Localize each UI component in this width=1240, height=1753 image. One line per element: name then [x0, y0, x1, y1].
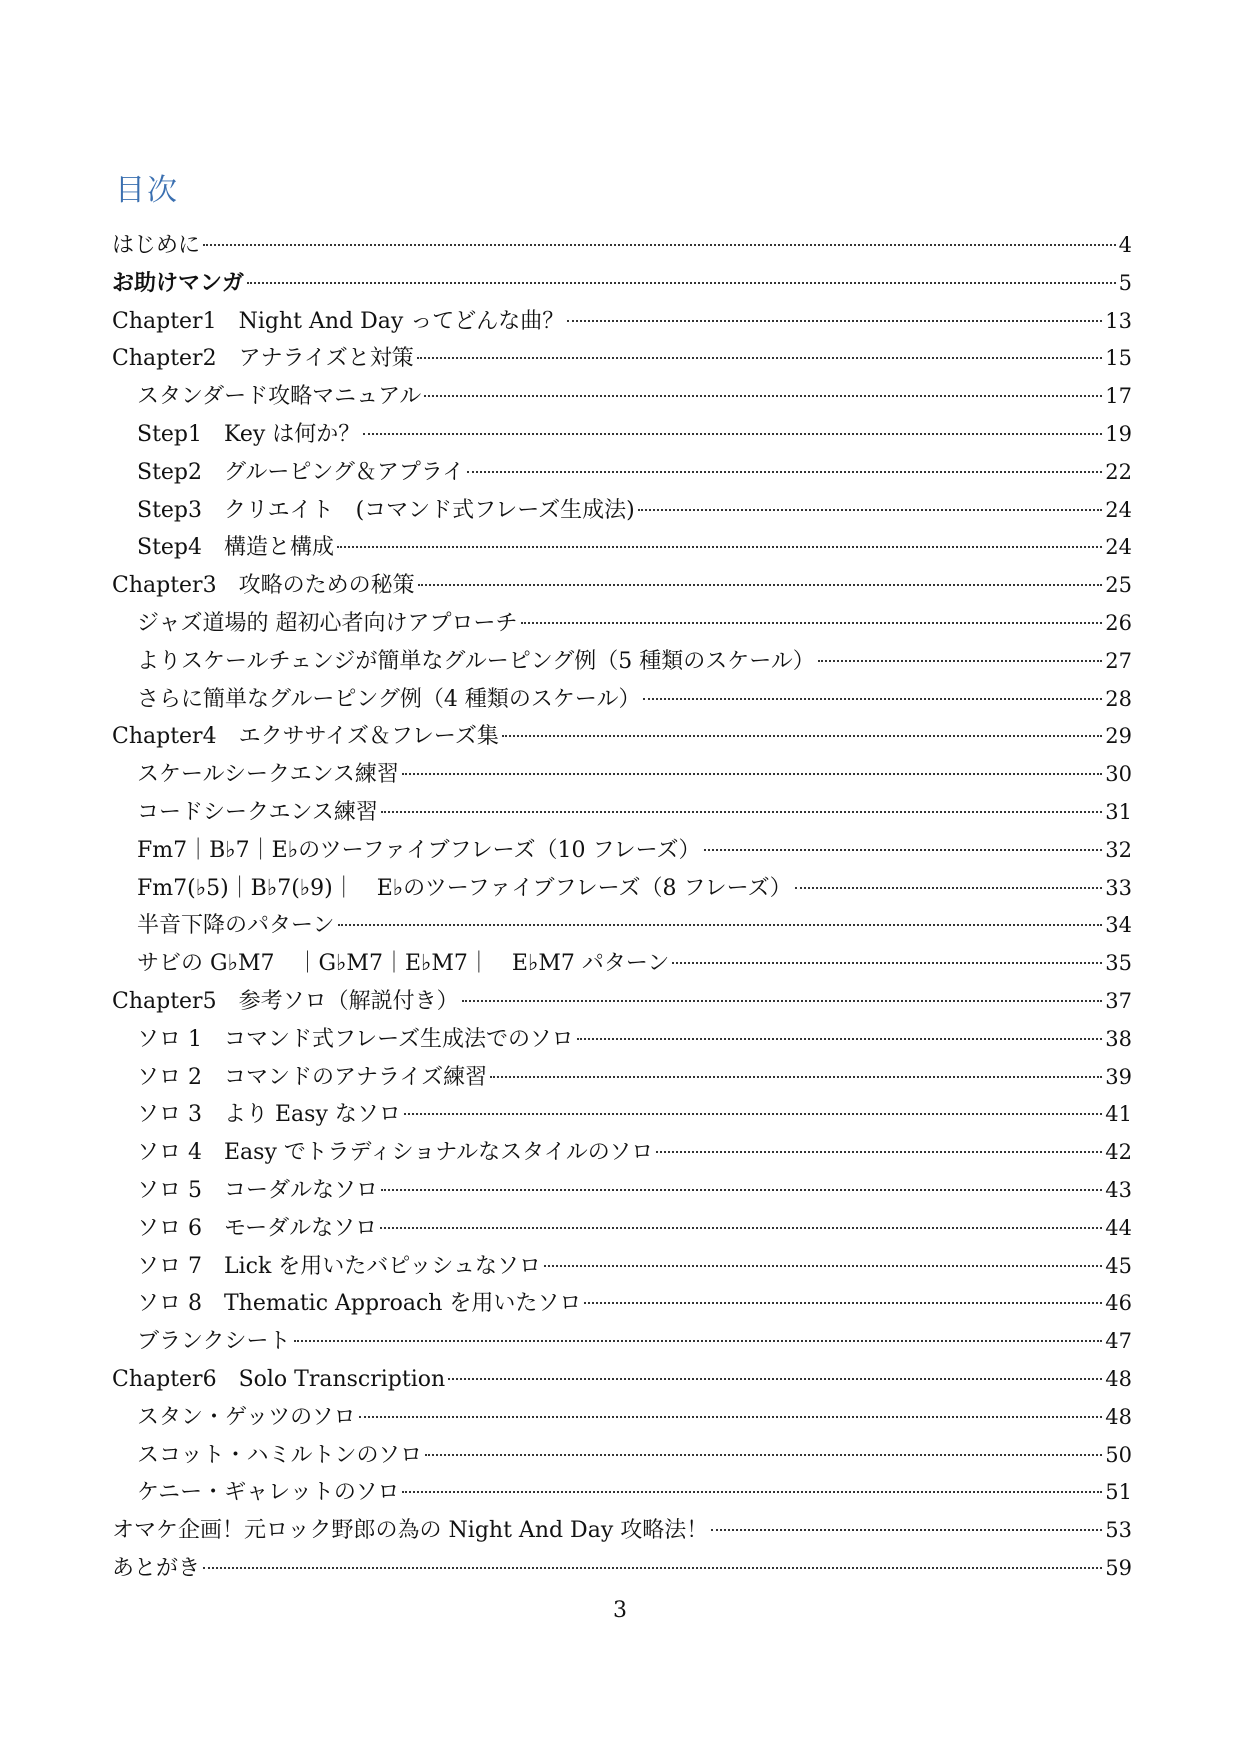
toc-entry[interactable]	[112, 416, 1132, 454]
toc-entry-page: 38	[1105, 1026, 1132, 1051]
toc-entry-title: よりスケールチェンジが簡単なグルーピング例（5 種類のスケール）	[137, 648, 815, 674]
toc-dot-leader	[418, 584, 1103, 586]
toc-dot-leader	[490, 1076, 1102, 1078]
toc-entry-title: ソロ 7 Lick を用いたバピッシュなソロ	[137, 1253, 541, 1279]
toc-dot-leader	[247, 282, 1116, 284]
toc-entry[interactable]	[112, 605, 1132, 643]
toc-entry-page: 25	[1105, 573, 1132, 598]
toc-entry-page: 13	[1105, 308, 1132, 333]
toc-entry-title: スコット・ハミルトンのソロ	[137, 1442, 423, 1468]
toc-entry-page: 41	[1105, 1102, 1132, 1127]
toc-entry[interactable]	[112, 1512, 1132, 1550]
toc-heading: 目次	[115, 173, 179, 208]
toc-entry-title: ソロ 5 コーダルなソロ	[137, 1177, 378, 1203]
toc-entry-page: 47	[1105, 1329, 1132, 1354]
toc-entry[interactable]	[112, 1248, 1132, 1286]
toc-entry-page: 4	[1118, 233, 1132, 257]
toc-entry-title: コードシークエンス練習	[137, 799, 378, 825]
toc-dot-leader	[402, 773, 1102, 775]
toc-dot-leader	[402, 1491, 1102, 1493]
toc-entry[interactable]	[112, 227, 1132, 265]
page-number: 3	[613, 1598, 627, 1623]
toc-entry[interactable]	[112, 340, 1132, 378]
toc-entry-page: 15	[1105, 346, 1132, 371]
toc-entry[interactable]	[112, 378, 1132, 416]
toc-entry[interactable]	[112, 756, 1132, 794]
toc-entry[interactable]	[112, 1285, 1132, 1323]
toc-dot-leader	[337, 546, 1102, 548]
toc-entry-title: スケールシークエンス練習	[137, 762, 399, 788]
toc-dot-leader	[818, 660, 1102, 662]
toc-entry-page: 48	[1105, 1404, 1132, 1429]
toc-entry-title: ソロ 2 コマンドのアナライズ練習	[137, 1064, 488, 1090]
toc-entry-title: Fm7(♭5)｜B♭7(♭9)｜ E♭のツーファイブフレーズ（8 フレーズ）	[137, 875, 792, 901]
toc-dot-leader	[381, 1189, 1102, 1191]
toc-entry[interactable]	[112, 643, 1132, 681]
toc-entry-title: Chapter6 Solo Transcription	[112, 1366, 446, 1392]
toc-entry[interactable]	[112, 567, 1132, 605]
toc-entry[interactable]	[112, 454, 1132, 492]
toc-dot-leader	[521, 622, 1103, 624]
toc-dot-leader	[567, 320, 1102, 322]
toc-entry[interactable]	[112, 870, 1132, 908]
toc-entry[interactable]	[112, 1361, 1132, 1399]
toc-entry-title: Chapter2 アナライズと対策	[112, 346, 414, 372]
toc-entry-page: 50	[1105, 1442, 1132, 1467]
toc-entry[interactable]	[112, 1550, 1132, 1588]
toc-entry-page: 42	[1105, 1140, 1132, 1165]
toc-dot-leader	[672, 962, 1102, 964]
toc-entry[interactable]	[112, 945, 1132, 983]
toc-dot-leader	[424, 395, 1102, 397]
toc-entry-page: 53	[1105, 1518, 1132, 1543]
toc-dot-leader	[704, 849, 1103, 851]
toc-entry-page: 35	[1105, 951, 1132, 976]
toc-entry-title: Chapter5 参考ソロ（解説付き）	[112, 988, 459, 1014]
toc-entry-page: 48	[1105, 1366, 1132, 1391]
toc-dot-leader	[577, 1038, 1103, 1040]
toc-entry-page: 51	[1105, 1480, 1132, 1505]
toc-dot-leader	[711, 1529, 1102, 1531]
toc-entry-title: ケニー・ギャレットのソロ	[137, 1480, 400, 1506]
toc-entry[interactable]	[112, 1134, 1132, 1172]
toc-entry-page: 43	[1105, 1177, 1132, 1202]
toc-entry-title: ソロ 1 コマンド式フレーズ生成法でのソロ	[137, 1026, 574, 1052]
toc-dot-leader	[363, 433, 1102, 435]
toc-entry[interactable]	[112, 718, 1132, 756]
toc-entry[interactable]	[112, 832, 1132, 870]
toc-entry[interactable]	[112, 1021, 1132, 1059]
toc-entry-title: Chapter1 Night And Day ってどんな曲？	[112, 308, 565, 334]
toc-entry-page: 5	[1118, 270, 1132, 295]
toc-entry-title: Step3 クリエイト (コマンド式フレーズ生成法)	[137, 497, 635, 523]
toc-entry-title: Step2 グルーピング＆アプライ	[137, 459, 465, 485]
toc-entry-title: あとがき	[112, 1555, 201, 1581]
toc-entry[interactable]	[112, 681, 1132, 719]
toc-dot-leader	[462, 1000, 1103, 1002]
toc-dot-leader	[294, 1340, 1103, 1342]
toc-list	[112, 227, 1132, 1588]
toc-entry-title: さらに簡単なグルーピング例（4 種類のスケール）	[137, 686, 641, 712]
toc-entry-title: Step1 Key は何か？	[137, 421, 361, 447]
toc-dot-leader	[638, 509, 1103, 511]
toc-entry-page: 26	[1105, 610, 1132, 635]
toc-entry[interactable]	[112, 1172, 1132, 1210]
toc-entry-page: 24	[1105, 497, 1132, 522]
toc-dot-leader	[380, 1227, 1102, 1229]
toc-entry-page: 33	[1105, 875, 1132, 900]
toc-entry-page: 46	[1105, 1291, 1132, 1316]
toc-entry-page: 32	[1105, 837, 1132, 862]
toc-dot-leader	[643, 698, 1102, 700]
toc-entry-title: Step4 構造と構成	[137, 535, 335, 561]
toc-dot-leader	[467, 471, 1102, 473]
toc-entry-title: スタンダード攻略マニュアル	[137, 384, 422, 410]
toc-entry[interactable]	[112, 1323, 1132, 1361]
toc-entry-title: Chapter3 攻略のための秘策	[112, 573, 415, 599]
toc-entry[interactable]	[112, 907, 1132, 945]
toc-entry[interactable]	[112, 983, 1132, 1021]
toc-entry-page: 37	[1105, 988, 1132, 1013]
toc-entry-title: ソロ 3 より Easy なソロ	[137, 1102, 401, 1128]
toc-entry-page: 17	[1105, 384, 1132, 409]
toc-entry-title: ソロ 8 Thematic Approach を用いたソロ	[137, 1291, 582, 1317]
toc-entry-title: ソロ 6 モーダルなソロ	[137, 1215, 378, 1241]
toc-entry[interactable]	[112, 1210, 1132, 1248]
toc-entry-page: 29	[1105, 724, 1132, 749]
toc-entry[interactable]	[112, 265, 1132, 303]
toc-entry[interactable]	[112, 529, 1132, 567]
toc-dot-leader	[502, 735, 1102, 737]
toc-entry-page: 28	[1105, 686, 1132, 711]
toc-entry-page: 24	[1105, 535, 1132, 560]
toc-dot-leader	[203, 244, 1116, 246]
toc-entry-title: オマケ企画！元ロック野郎の為の Night And Day 攻略法！	[112, 1518, 709, 1544]
toc-entry[interactable]	[112, 303, 1132, 341]
toc-entry-title: スタン・ゲッツのソロ	[137, 1404, 356, 1430]
toc-dot-leader	[795, 887, 1103, 889]
toc-entry[interactable]	[112, 1437, 1132, 1475]
toc-dot-leader	[338, 924, 1103, 926]
toc-entry-title: お助けマンガ	[112, 269, 245, 296]
toc-entry-title: Chapter4 エクササイズ＆フレーズ集	[112, 724, 499, 750]
toc-entry-page: 27	[1105, 648, 1132, 673]
toc-entry[interactable]	[112, 1059, 1132, 1097]
toc-dot-leader	[584, 1302, 1102, 1304]
toc-entry[interactable]	[112, 1096, 1132, 1134]
toc-entry-page: 19	[1105, 421, 1132, 446]
toc-entry-page: 34	[1105, 913, 1132, 938]
toc-entry-title: Fm7｜B♭7｜E♭のツーファイブフレーズ（10 フレーズ）	[137, 837, 701, 863]
toc-dot-leader	[203, 1567, 1102, 1569]
toc-dot-leader	[448, 1378, 1102, 1380]
toc-dot-leader	[381, 811, 1102, 813]
toc-entry-title: ソロ 4 Easy でトラディショナルなスタイルのソロ	[137, 1140, 654, 1166]
toc-entry[interactable]	[112, 1474, 1132, 1512]
toc-entry-page: 45	[1105, 1253, 1132, 1278]
toc-entry-title: ジャズ道場的 超初心者向けアプローチ	[137, 610, 518, 636]
toc-entry-page: 31	[1105, 799, 1132, 824]
toc-entry-page: 30	[1105, 762, 1132, 787]
toc-entry-title: サビの G♭M7 ｜G♭M7｜E♭M7｜ E♭M7 パターン	[137, 951, 670, 977]
toc-entry[interactable]	[112, 794, 1132, 832]
toc-entry-page: 59	[1105, 1555, 1132, 1580]
toc-dot-leader	[417, 357, 1103, 359]
toc-entry-page: 44	[1105, 1215, 1132, 1240]
toc-entry-title: はじめに	[112, 233, 201, 258]
toc-dot-leader	[359, 1416, 1103, 1418]
toc-entry-title: 半音下降のパターン	[137, 913, 335, 939]
toc-dot-leader	[656, 1151, 1102, 1153]
toc-entry-page: 39	[1105, 1064, 1132, 1089]
toc-entry[interactable]	[112, 1399, 1132, 1437]
toc-dot-leader	[425, 1454, 1102, 1456]
toc-entry[interactable]	[112, 492, 1132, 530]
toc-dot-leader	[544, 1265, 1102, 1267]
toc-entry-page: 22	[1105, 459, 1132, 484]
toc-entry-title: ブランクシート	[137, 1329, 291, 1355]
toc-dot-leader	[404, 1113, 1102, 1115]
